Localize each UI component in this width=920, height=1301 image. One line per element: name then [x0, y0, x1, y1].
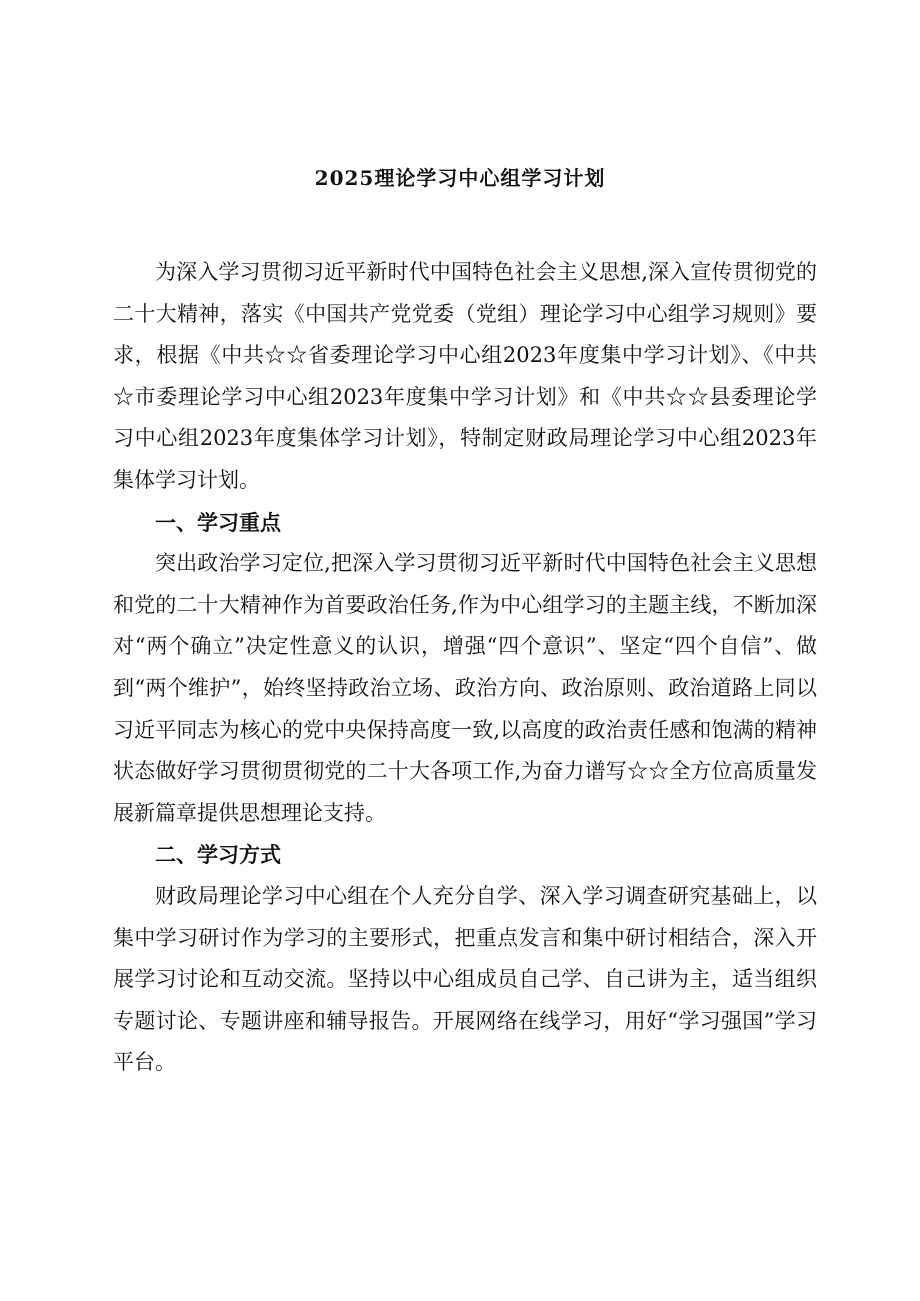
section-heading-study-method: 二、学习方式: [155, 842, 281, 868]
document-title: 2025理论学习中心组学习计划: [314, 166, 606, 190]
intro-paragraph: 为深入学习贯彻习近平新时代中国特色社会主义思想,深入宣传贯彻党的二十大精神，落实《中国共产党党委（党组）理论学习中心组学习规则》要求，根据《中共☆☆省委理论学习中心组2023年度集中学习计划》、《中共☆市委理论学习中心组2023年度集中学习计划》和《中共☆☆县委理论学习中心组2023年度集体学习计划》，特制定财政局理论学习中心组2023年集体学习计划。: [113, 260, 817, 492]
document-body: [113, 252, 817, 1084]
section-paragraph-study-method: 财政局理论学习中心组在个人充分自学、深入学习调查研究基础上，以集中学习研讨作为学习的主要形式，把重点发言和集中研讨相结合，深入开展学习讨论和互动交流。坚持以中心组成员自己学、自己讲为主，适当组织专题讨论、专题讲座和辅导报告。开展网络在线学习，用好“学习强国”学习平台。: [113, 883, 817, 1075]
section-paragraph-study-focus: 突出政治学习定位,把深入学习贯彻习近平新时代中国特色社会主义思想和党的二十大精神作为首要政治任务,作为中心组学习的主题主线，不断加深对“两个确立”决定性意义的认识，增强“四个意识”、坚定“四个自信”、做到“两个维护”，始终坚持政治立场、政治方向、政治原则、政治道路上同以习近平同志为核心的党中央保持高度一致,以高度的政治责任感和饱满的精神状态做好学习贯彻贯彻党的二十大各项工作,为奋力谱写☆☆全方位高质量发展新篇章提供思想理论支持。: [113, 551, 817, 825]
section-heading-study-focus: 一、学习重点: [155, 509, 281, 535]
